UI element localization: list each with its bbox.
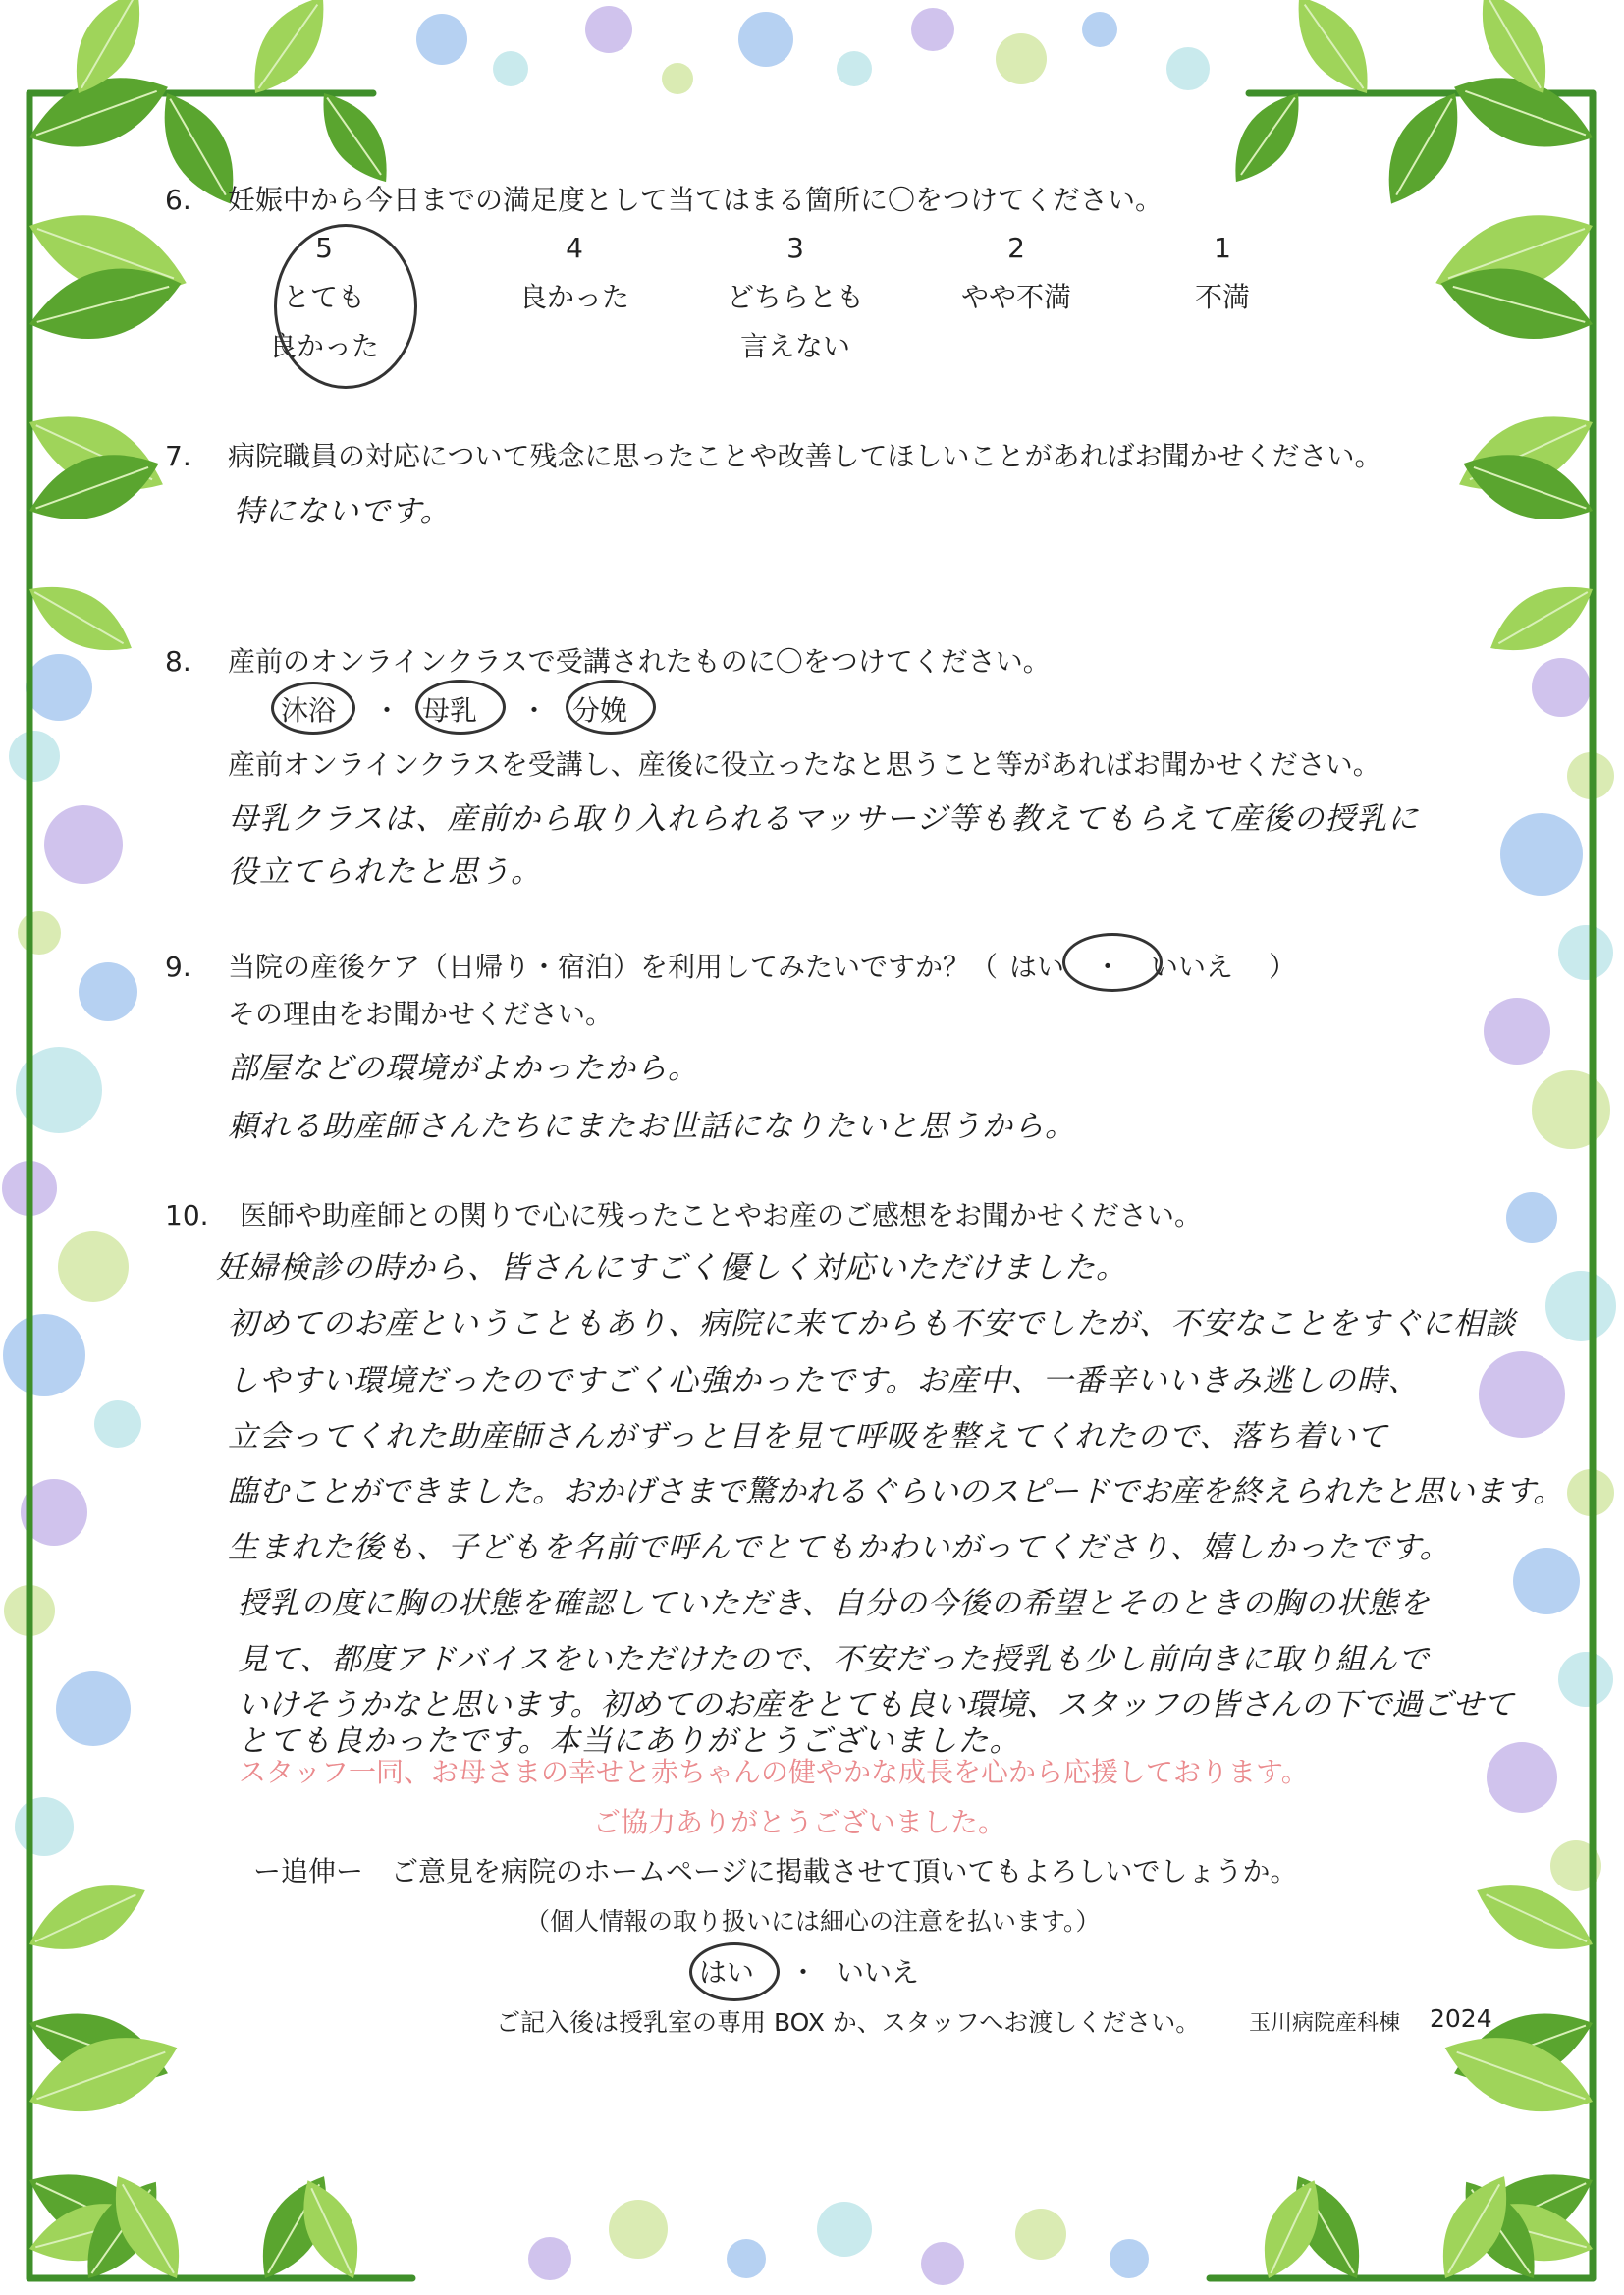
q9-close-paren: ） [1269,951,1297,983]
background-dot [26,654,92,721]
background-dot [1500,813,1583,896]
background-dot [1545,1271,1616,1341]
q6-option-2-label1: やや不満 [960,281,1071,313]
q6-option-4-label1: 良かった [518,281,629,313]
background-dot [662,63,693,94]
background-dot [1532,658,1591,717]
background-dot [1558,1652,1613,1707]
background-dot [18,911,61,955]
form-year: 2024 [1430,2004,1492,2033]
q9-text: 当院の産後ケア（日帰り・宿泊）を利用してみたいですか？（ [228,951,999,983]
q10-answer-line-9: いけそうかなと思います。初めてのお産をとても良い環境、スタッフの皆さんの下で過ごせて [238,1687,1514,1722]
publish-no-option[interactable]: いいえ [837,1956,920,1989]
background-dot [1558,925,1613,980]
background-dot [1484,998,1550,1065]
q10-answer-line-3: しやすい環境だったのですごく心強かったです。お産中、一番辛いいきみ逃しの時、 [228,1363,1420,1398]
staff-message: スタッフ一同、お母さまの幸せと赤ちゃんの健やかな成長を心から応援しております。 [239,1756,1309,1788]
q7-answer: 特にないです。 [234,494,452,529]
q10-answer-line-8: 見て、都度アドバイスをいただけたので、不安だった授乳も少し前向きに取り組んで [238,1642,1430,1677]
q10-answer-line-1: 妊婦検診の時から、皆さんにすごく優しく対応いただけました。 [216,1250,1127,1285]
q9-question [165,946,1296,985]
q10-answer-line-4: 立会ってくれた助産師さんがずっと目を見て呼吸を整えてくれたので、落ち着いて [228,1419,1388,1454]
background-dot [528,2237,571,2280]
q6-option-5-score: 5 [315,232,333,264]
q6-option-3-score: 3 [786,232,804,264]
background-dot [1110,2239,1149,2278]
q8-class-options [275,687,668,737]
q7-question [165,435,1381,474]
q10-answer-line-6: 生まれた後も、子どもを名前で呼んでとてもかわいがってくださり、嬉しかったです。 [228,1530,1451,1565]
q8-number: 8. [165,645,191,678]
postscript-question: ー追伸ー ご意見を病院のホームページに掲載させて頂いてもよろしいでしょうか。 [253,1855,1298,1887]
q8-answer-line-2: 役立てられたと思う。 [228,854,542,890]
background-dot [9,731,60,782]
q8-separator-2: ・ [520,694,549,727]
background-dot [609,2200,668,2259]
q6-option-2[interactable] [943,224,1090,322]
q10-text: 医師や助産師との関りで心に残ったことやお産のご感想をお聞かせください。 [240,1199,1203,1231]
q6-option-2-score: 2 [1007,232,1025,264]
background-dot [1487,1742,1557,1813]
q6-option-5[interactable] [265,224,383,371]
q6-option-4[interactable] [501,224,648,322]
q8-text: 産前のオンラインクラスで受講されたものに〇をつけてください。 [228,645,1051,678]
q6-option-3[interactable] [717,224,874,371]
background-dot [79,962,137,1021]
q10-answer-line-2: 初めてのお産ということもあり、病院に来てからも不安でしたが、不安なことをすぐに相談 [228,1306,1516,1341]
q8-subquestion: 産前オンラインクラスを受講し、産後に役立ったなと思うこと等があればお聞かせください。 [228,748,1380,781]
q8-class-delivery[interactable]: 分娩 [572,694,628,727]
background-dot [1166,47,1210,90]
publish-separator: ・ [789,1956,818,1989]
background-dot [1082,12,1117,47]
background-dot [493,51,528,86]
q9-answer-line-1: 部屋などの環境がよかったから。 [228,1051,699,1086]
q6-option-3-label2: 言えない [739,330,850,362]
background-dot [1506,1192,1557,1243]
q6-number: 6. [165,184,191,216]
q6-text: 妊娠中から今日までの満足度として当てはまる箇所に〇をつけてください。 [228,184,1164,216]
background-dot [1532,1070,1610,1149]
background-dot [58,1231,129,1302]
thanks-message: ご協力ありがとうございました。 [593,1806,1006,1838]
q10-number: 10. [165,1199,209,1231]
q9-separator: ・ [1094,951,1122,983]
background-dot [817,2202,872,2257]
background-dot [727,2239,766,2278]
background-dot [56,1671,131,1746]
background-dot [911,8,954,51]
q6-question [165,179,1163,218]
q6-option-1[interactable] [1159,224,1286,322]
publish-consent-options [687,1949,982,1998]
q9-answer-line-2: 頼れる助産師さんたちにまたお世話になりたいと思うから。 [228,1109,1076,1144]
background-dot [837,51,872,86]
background-dot [3,1314,85,1396]
submission-instruction: ご記入後は授乳室の専用 BOX か、スタッフへお渡しください。 [496,2008,1201,2037]
q9-subquestion: その理由をお聞かせください。 [228,998,614,1030]
q8-answer-line-1: 母乳クラスは、産前から取り入れられるマッサージ等も教えてもらえて産後の授乳に [228,801,1420,837]
q6-option-1-label1: 不満 [1194,281,1250,313]
q9-number: 9. [165,951,191,983]
q6-option-5-label1: とても [282,281,365,313]
q9-no-option[interactable]: いいえ [1151,951,1234,983]
q6-option-3-label1: どちらとも [726,281,864,313]
background-dot [1513,1548,1580,1614]
q8-class-bathing[interactable]: 沐浴 [281,694,337,727]
q7-text: 病院職員の対応について残念に思ったことや改善してほしいことがあればお聞かせください。 [228,440,1382,472]
background-dot [996,33,1047,84]
q10-answer-line-7: 授乳の度に胸の状態を確認していただき、自分の今後の希望とそのときの胸の状態を [238,1586,1431,1621]
q10-answer-line-10: とても良かったです。本当にありがとうございました。 [238,1723,1021,1759]
q8-separator-1: ・ [373,694,402,727]
background-dot [921,2242,964,2285]
q8-question [165,640,1051,680]
hospital-name: 玉川病院産科棟 [1249,2011,1401,2036]
privacy-note: （個人情報の取り扱いには細心の注意を払います。） [525,1907,1101,1936]
q6-option-5-label2: 良かった [268,330,379,362]
background-dot [738,12,793,67]
q6-option-1-score: 1 [1214,232,1231,264]
background-dot [44,805,123,884]
q10-question [165,1194,1202,1233]
q9-yes-option[interactable]: はい [1009,951,1065,983]
q8-class-breastfeeding[interactable]: 母乳 [422,694,478,727]
q10-answer-line-5: 臨むことができました。おかげさまで驚かれるぐらいのスピードでお産を終えられたと思います。 [228,1474,1564,1509]
publish-yes-option[interactable]: はい [699,1956,755,1989]
q7-number: 7. [165,440,191,472]
background-dot [94,1400,141,1448]
background-dot [1015,2209,1066,2260]
background-dot [585,6,632,53]
background-dot [15,1797,74,1856]
background-dot [416,14,467,65]
q6-option-4-score: 4 [566,232,583,264]
background-dot [1479,1351,1565,1438]
